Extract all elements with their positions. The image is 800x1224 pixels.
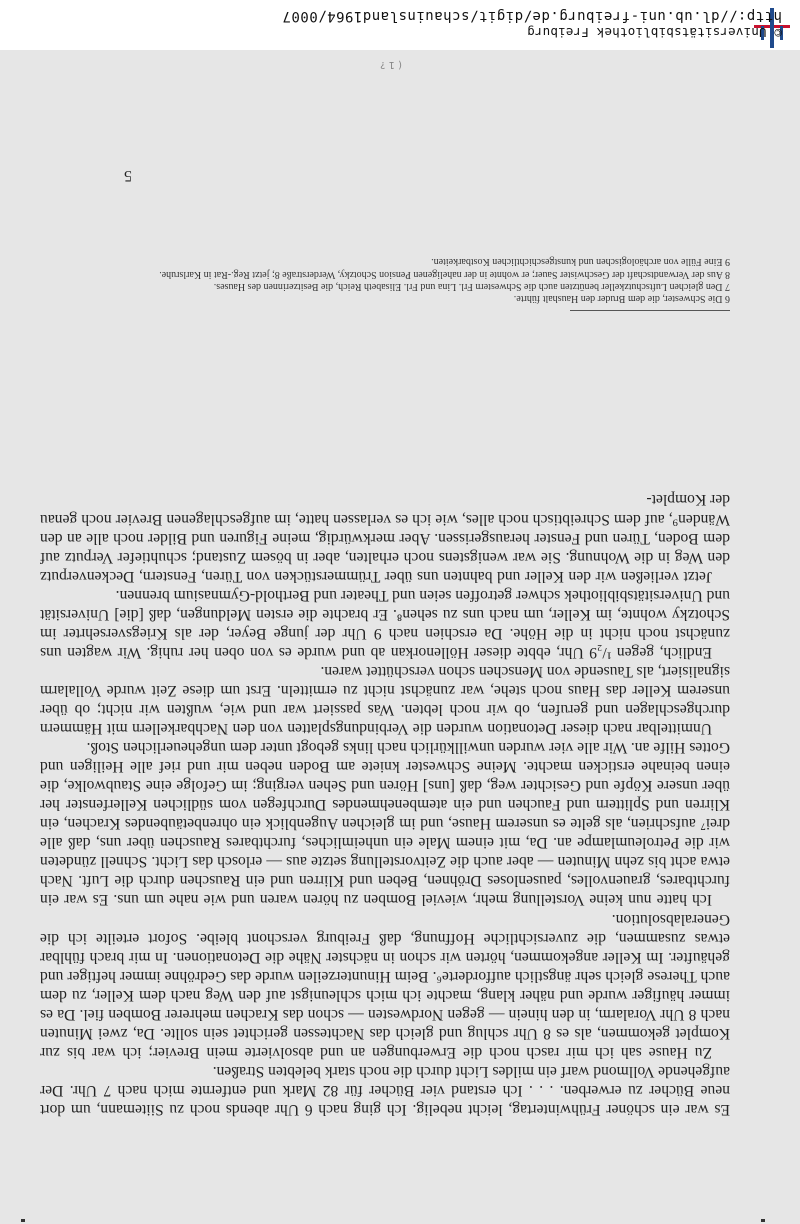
footnote: 9 Eine Fülle von archäologischen und kunstgeschichtlichen Kostbarkeiten. — [431, 256, 730, 268]
footnote: 7 Den gleichen Luftschutzkeller benützten auch die Schwestern Frl. Lina und Frl. Elisabeth Reich, die Besitzerinnen des Hauses. — [213, 280, 730, 292]
paragraph: Ich hatte nun keine Vorstellung mehr, wieviel Bomben zu hören waren und wie nahe um uns. Es war ein furchtbares, grauenvolles, pausenloses Dröhnen, Beben und Klirren und ein Rauschen durch die Luft. Nach etwa acht bis zehn Minuten — aber auch die Zeitvorstellung setzte aus — erlosch das Licht. Schnell zündeten wir die Petroleumlampe an. Da, mit einem Male ein unheimliches, furchtbares Rauschen über uns, daß alle drei⁷ aufschrien, als gelte es unserem Hause, und im gleichen Augenblick ein ohrenbetäubendes Krachen, ein Klirren und Splittern und Fauchen und ein atembenehmendes Durchfegen vom südlichen Kellerfenster her über unsere Köpfe und Gesichter weg, daß [uns] Hören und Sehen verging; im Gefolge eine Staubwolke, die einen beinahe ersticken machte. Meine Schwester kniete am Boden neben mir und rief alle Heiligen und Gottes Hilfe an. Wir alle vier wurden unwillkürlich nach links gebogt unter dem ungeheuerlichen Stoß. — [40, 739, 730, 909]
footnote: 6 Die Schwester, die dem Bruder den Haushalt führte. — [513, 293, 730, 304]
pencil-mark: ( 1 ? — [380, 59, 402, 70]
header-copyright: © Universitätsbibliothek Freiburg — [527, 25, 782, 40]
paragraph: Es war ein schöner Frühwintertag, leicht nebelig. Ich ging nach 6 Uhr abends noch zu Siitemann, um dort neue Bücher zu erwerben. . . . Ich erstand vier Bücher für 82 Mark und entfernte mich nach 7 Uhr. Der aufgehende Vollmond warf ein mildes Licht durch die noch stark belebten Straßen. — [40, 1062, 730, 1118]
corner-tick — [761, 1219, 765, 1222]
paragraph: Endlich, gegen ¹/₂9 Uhr, ebbte dieser Höllenorkan ab und wurde es von oben her ruhig. Wir wagten uns zunächst noch nicht in die Höhe. Da erschien nach 9 Uhr der junge Beyer, der als Kriegsversehrter im Schotzky wohnte, im Keller, um nach uns zu sehen⁸. Er brachte die ersten Meldungen, daß [die] Universität und Universitätsbibliothek schwer getroffen seien und Theater und Berthold-Gymnasium brennen. — [40, 586, 730, 661]
corner-tick — [21, 1219, 25, 1222]
library-header — [0, 0, 800, 50]
header-url[interactable]: http://dl.ub.uni-freiburg.de/digit/schauinsland1964/0007 — [281, 8, 782, 24]
header-text — [222, 7, 782, 41]
footnote: 8 Aus der Verwandtschaft der Geschwister Sauer; er wohnte in der naheligenen Pension Schotzky, Werderstraße 8; jetzt Reg.-Rat in Karlsruhe. — [159, 268, 730, 280]
paragraph: Jetzt verließen wir den Keller und bahnten uns über Trümmerstücken von Türen, Fenstern, Deckenverputz den Weg in die Wohnung. Sie war wenigstens noch erhalten, aber in bösem Zustand; schuhtiefer Verputz auf dem Boden, Türen und Fenster herausgerissen. Aber merkwürdig, meine Figuren und Bilder noch alle an den Wänden⁹, auf dem Schreibtisch noch alles, wie ich es verlassen hatte, im aufgeschlagenen Brevier noch genau der Komplet- — [40, 491, 730, 585]
footnote-rule — [570, 310, 730, 311]
footnotes — [40, 255, 730, 304]
page-number: 5 — [124, 167, 132, 184]
paragraph: Zu Hause sah ich mir rasch noch die Erwerbungen an und absolvierte mein Brevier; ich war bis zur Komplet gekommen, als es 8 Uhr schlug und gleich das Nachtessen gerichtet sein sollte. Da, zwei Minuten nach 8 Uhr Voralarm, in den hinein — gegen Nordwesten — schon das Krachen mehrerer Bomben fiel. Da es immer häufiger wurde und näher klang, machte ich mich schleunigst auf den Weg nach dem Keller, zu dem auch Therese gleich sehr ängstlich aufforderte⁶. Beim Hinunterzeilen wurde das Gedröhne immer heftiger und gehäufter. Im Keller angekommen, hörten wir schon in nächster Nähe die Detonationen. In mir brach fühlbar etwas zusammen, die zuversichtliche Hoffnung, daß Freiburg verschont bleibe. Sofort erteilte ich die Generalabsolution. — [40, 910, 730, 1061]
book-page — [0, 50, 800, 1224]
body-text — [40, 490, 730, 1119]
paragraph: Unmittelbar nach dieser Detonation wurden die Verbindungsplatten von den Nachbarkellern mit Hämmern durchgeschlagen und gerufen, ob wir noch lebten. Was passiert war und wie, wußten wir nicht; ob über unserem Keller das Haus noch stehe, war zunächst nicht zu ermitteln. Erst um diese Zeit wurde Vollalarm signalisiert, als Tausende von Menschen schon verschüttet waren. — [40, 662, 730, 738]
